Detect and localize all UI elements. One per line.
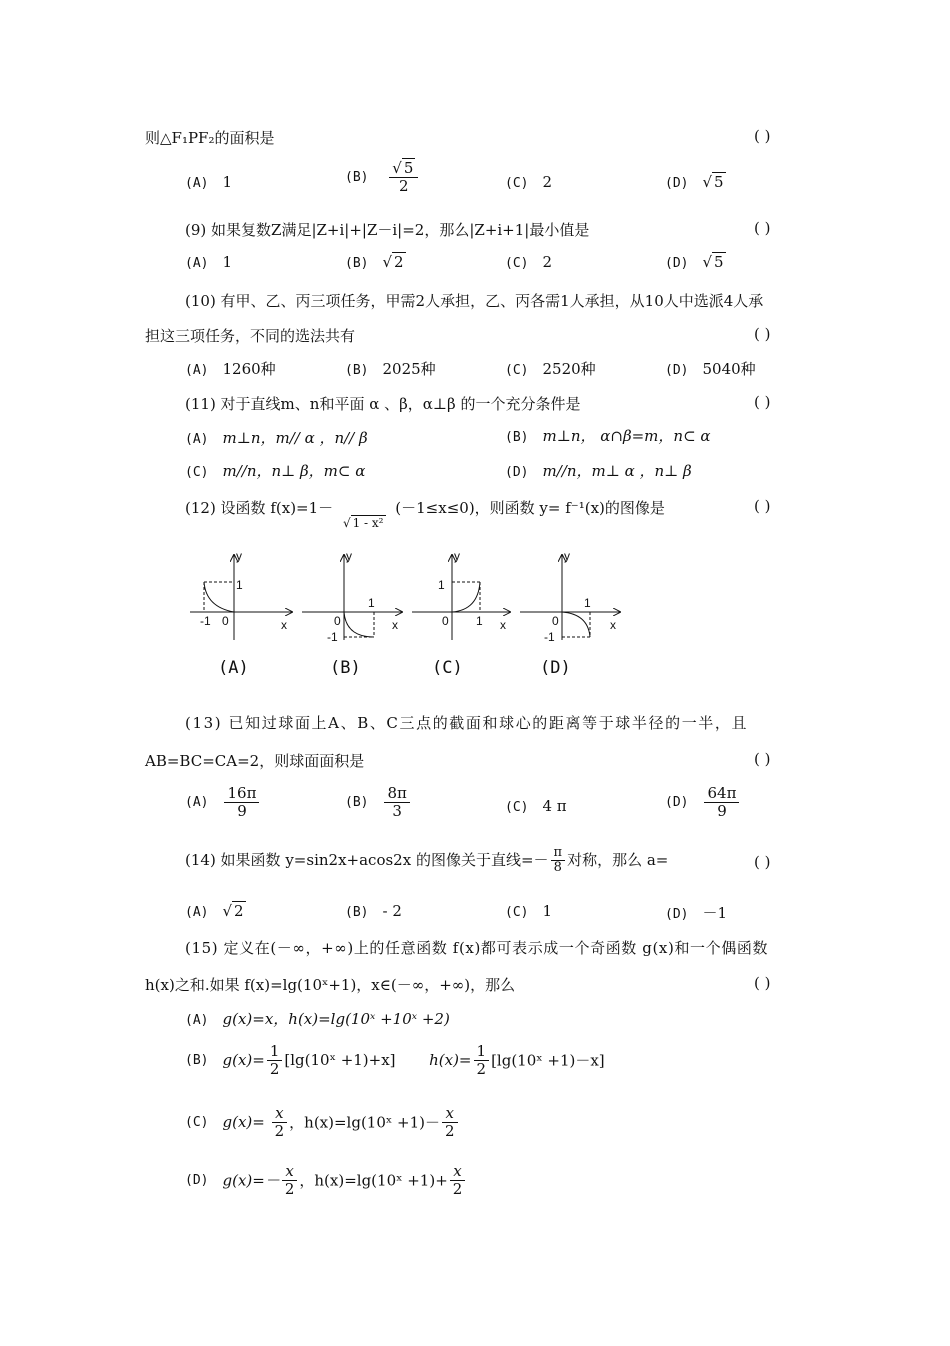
q14-stem: (14) 如果函数 y=sin2x+acos2x 的图像关于直线=－ $\frac{\pi}{8}$ 对称，那么 a=	[185, 845, 669, 876]
graph-caption-c: (C)	[432, 658, 463, 678]
graph-b	[302, 549, 402, 644]
graph-b-neg-one: -1	[327, 630, 338, 644]
q9-option-b: (B) √ 2	[345, 253, 404, 271]
graph-c-x-label: x	[500, 618, 506, 632]
q12-graphs	[180, 545, 640, 645]
graph-d-one: 1	[584, 596, 591, 610]
answer-paren-q8: ( )	[754, 127, 771, 145]
answer-paren-q14: ( )	[754, 853, 771, 871]
graph-b-zero: 0	[334, 614, 341, 628]
q10-option-d: (D) 5040种	[665, 360, 756, 378]
q9-stem: (9) 如果复数Z满足|Z+i|+|Z－i|=2，那么|Z+i+1|最小值是	[185, 221, 590, 239]
q11-stem: (11) 对于直线m、n和平面 α 、β，α⊥β 的一个充分条件是	[185, 395, 581, 413]
graph-b-y-label: y	[346, 549, 352, 563]
graph-d-x-label: x	[610, 618, 616, 632]
graph-d-y-label: y	[564, 549, 570, 563]
q8-option-b: (B) $\frac{√ 5}{2}$	[345, 160, 420, 194]
q11-option-a: (A) m⊥n，m// α ，n// β	[185, 429, 368, 447]
q11-option-d: (D) m//n，m⊥ α ，n⊥ β	[505, 462, 692, 480]
graph-a-neg-one: -1	[200, 614, 211, 628]
q13-option-d: (D) $\frac{64\pi}{9}$	[665, 785, 741, 819]
answer-paren-q12: ( )	[754, 497, 771, 515]
graph-a-y-label: y	[236, 549, 242, 563]
q9-option-c: (C) 2	[505, 253, 553, 271]
q8-option-d: (D) √ 5	[665, 173, 724, 191]
q13-stem-line1: (13) 已知过球面上A、B、C三点的截面和球心的距离等于球半径的一半，且	[185, 714, 749, 732]
answer-paren-q9: ( )	[754, 219, 771, 237]
q11-option-b: (B) m⊥n， α∩β=m，n⊂ α	[505, 427, 711, 445]
q14-option-a: (A) √ 2	[185, 902, 244, 920]
graph-b-x-label: x	[392, 618, 398, 632]
q10-option-c: (C) 2520种	[505, 360, 596, 378]
graph-b-one: 1	[368, 596, 375, 610]
graph-d	[520, 549, 620, 644]
answer-paren-q13: ( )	[754, 750, 771, 768]
graph-caption-b: (B)	[330, 658, 361, 678]
q14-option-c: (C) 1	[505, 902, 553, 920]
graph-c-one-y: 1	[438, 578, 445, 592]
graph-c-y-label: y	[454, 549, 460, 563]
graph-a-zero: 0	[222, 614, 229, 628]
q15-option-a: (A) g(x)=x，h(x)=lg(10ˣ +10ˣ +2)	[185, 1010, 450, 1028]
q15-option-c: (C) g(x)= $\frac{x}{2}$ ，h(x)=lg(10ˣ +1)－ $\frac{x}{2}$	[185, 1105, 460, 1139]
q13-option-b: (B) $\frac{8\pi}{3}$	[345, 785, 412, 819]
answer-paren-q10: ( )	[754, 325, 771, 343]
q12-stem: (12) 设函数 f(x)=1－ √ 1 - x² (－1≤x≤0)，则函数 y= f⁻¹(x)的图像是	[185, 499, 665, 530]
graph-a-x-label: x	[281, 618, 287, 632]
q8-option-c: (C) 2	[505, 173, 553, 191]
q13-option-a: (A) $\frac{16\pi}{9}$	[185, 785, 261, 819]
q10-option-a: (A) 1260种	[185, 360, 276, 378]
graph-c	[412, 549, 510, 640]
q15-option-b: (B) g(x)= $\frac{1}{2}$ [lg(10ˣ +1)+x] h(x)= $\frac{1}{2}$ [lg(10ˣ +1)－x]	[185, 1042, 605, 1078]
q15-option-d: (D) g(x)=－ $\frac{x}{2}$ ，h(x)=lg(10ˣ +1)+ $\frac{x}{2}$	[185, 1163, 467, 1197]
answer-paren-q15: ( )	[754, 974, 771, 992]
graph-a-one: 1	[236, 578, 243, 592]
q10-stem-line1: (10) 有甲、乙、丙三项任务，甲需2人承担，乙、丙各需1人承担，从10人中选派4人承	[185, 292, 764, 310]
q13-stem-line2: AB=BC=CA=2，则球面面积是	[145, 752, 365, 770]
q9-option-d: (D) √ 5	[665, 253, 724, 271]
graph-d-neg-one: -1	[544, 630, 555, 644]
q15-stem-line1: (15) 定义在(－∞，+∞)上的任意函数 f(x)都可表示成一个奇函数 g(x)和一个偶函数	[185, 939, 769, 957]
q9-option-a: (A) 1	[185, 253, 233, 271]
answer-paren-q11: ( )	[754, 393, 771, 411]
graph-caption-a: (A)	[218, 658, 249, 678]
q10-option-b: (B) 2025种	[345, 360, 436, 378]
q10-stem-line2: 担这三项任务，不同的选法共有	[145, 327, 356, 345]
q8-option-a: (A) 1	[185, 173, 233, 191]
q8-stem: 则△F₁PF₂的面积是	[145, 129, 275, 147]
q14-option-d: (D) －1	[665, 904, 728, 922]
graph-c-one-x: 1	[476, 614, 483, 628]
q11-option-c: (C) m//n，n⊥ β，m⊂ α	[185, 462, 366, 480]
q14-option-b: (B) - 2	[345, 902, 402, 920]
q15-stem-line2: h(x)之和.如果 f(x)=lg(10ˣ+1)，x∈(－∞，+∞)，那么	[145, 976, 516, 994]
graph-c-zero: 0	[442, 614, 449, 628]
graph-d-zero: 0	[552, 614, 559, 628]
q13-option-c: (C) 4 π	[505, 797, 567, 815]
graph-caption-d: (D)	[540, 658, 571, 678]
graph-a	[190, 549, 292, 640]
